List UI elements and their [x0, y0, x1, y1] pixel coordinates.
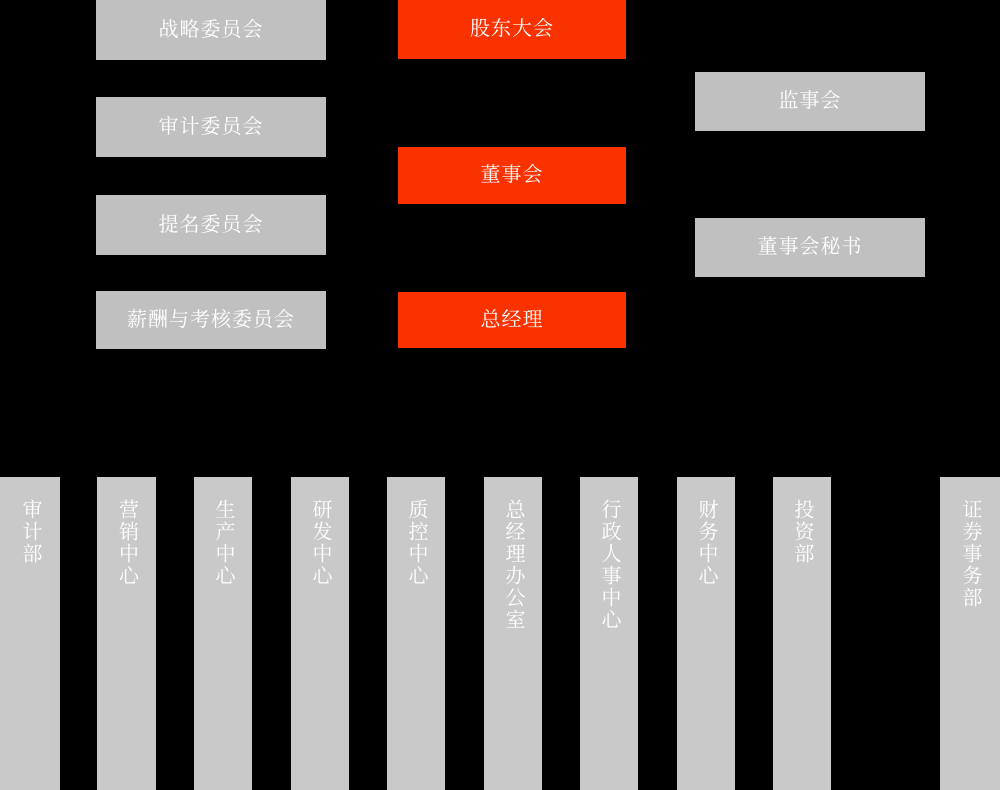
- department-box-production[interactable]: [194, 477, 252, 790]
- core-box-shareholders-meeting[interactable]: 股东大会: [398, 0, 626, 59]
- department-label: 研发中心: [309, 499, 331, 587]
- core-box-general-manager[interactable]: 总经理: [398, 292, 626, 348]
- department-box-marketing[interactable]: [97, 477, 156, 790]
- department-label: 营销中心: [115, 499, 138, 587]
- department-label: 行政人事中心: [598, 499, 620, 631]
- department-box-rnd[interactable]: [291, 477, 349, 790]
- committee-box-audit[interactable]: 审计委员会: [96, 97, 326, 157]
- department-box-admin-hr[interactable]: [580, 477, 638, 790]
- department-box-securities-affairs[interactable]: [940, 477, 1000, 790]
- department-label: 总经理办公室: [502, 499, 524, 631]
- department-box-finance[interactable]: [677, 477, 735, 790]
- department-box-audit[interactable]: [0, 477, 60, 790]
- department-box-investment[interactable]: [773, 477, 831, 790]
- committee-box-strategy[interactable]: 战略委员会: [96, 0, 326, 60]
- supervisory-box-board-secretary[interactable]: 董事会秘书: [695, 218, 925, 277]
- committee-box-compensation[interactable]: 薪酬与考核委员会: [96, 291, 326, 349]
- supervisory-box-board-of-supervisors[interactable]: 监事会: [695, 72, 925, 131]
- department-label: 证券事务部: [959, 499, 981, 609]
- department-label: 财务中心: [695, 499, 717, 587]
- core-box-board-of-directors[interactable]: 董事会: [398, 147, 626, 204]
- department-label: 质控中心: [405, 499, 427, 587]
- department-label: 投资部: [791, 499, 813, 565]
- committee-box-nomination[interactable]: 提名委员会: [96, 195, 326, 255]
- department-box-quality-control[interactable]: [387, 477, 445, 790]
- department-label: 审计部: [19, 499, 41, 565]
- department-box-gm-office[interactable]: [484, 477, 542, 790]
- department-label: 生产中心: [212, 499, 234, 587]
